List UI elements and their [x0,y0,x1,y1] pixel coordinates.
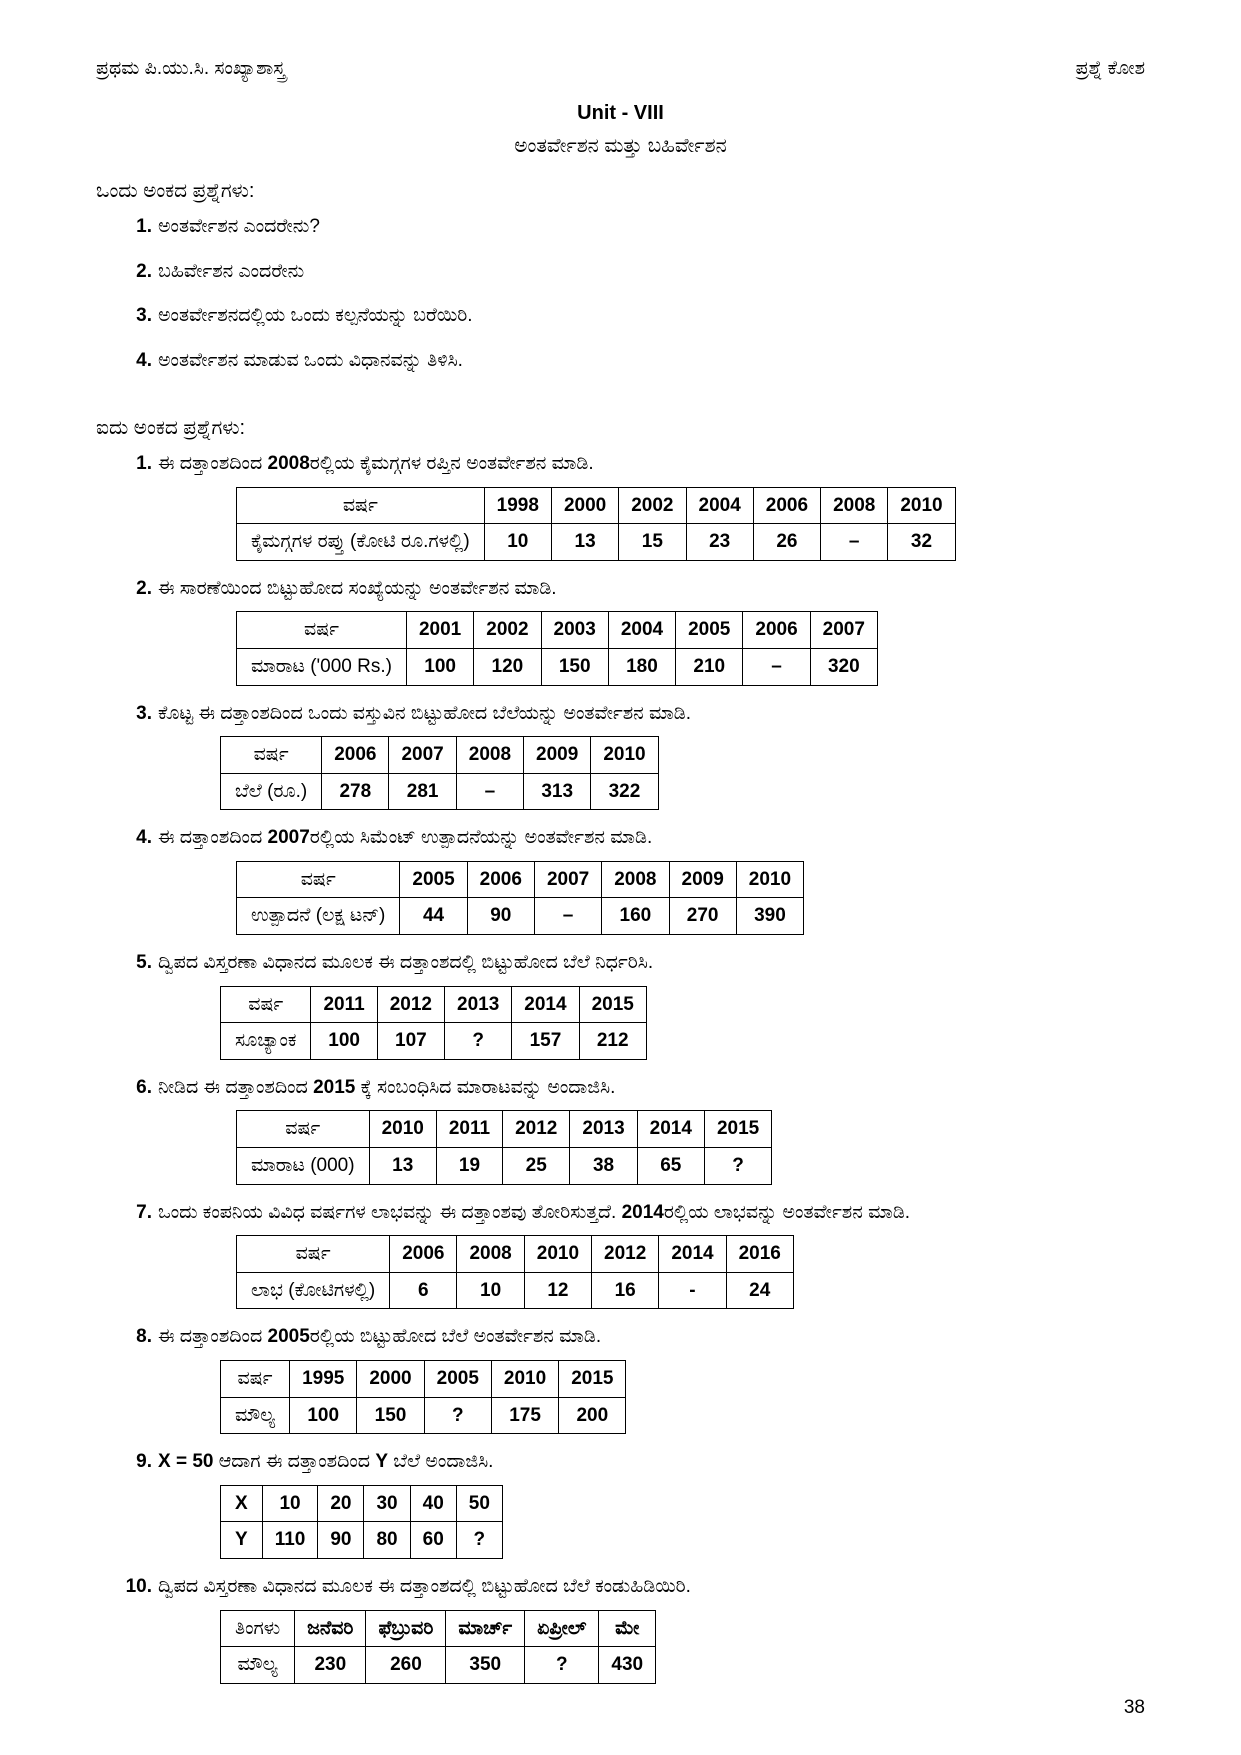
row-label: ಉತ್ಪಾದನೆ (ಲಕ್ಷ ಟನ್) [237,898,400,935]
data-table [220,1360,626,1434]
data-table-wrapper [220,736,1145,810]
table-cell: 32 [888,524,955,561]
table-cell: 230 [295,1647,366,1684]
table-cell: 212 [579,1023,646,1060]
table-cell: 90 [467,898,534,935]
row-label: ವರ್ಷ [221,737,322,774]
header-right-text: ಪ್ರಶ್ನೆ ಕೋಶ [1075,58,1145,79]
table-row [237,898,804,935]
list-item [158,1074,1145,1185]
table-cell: 26 [753,524,820,561]
question-text: ಅಂತರ್ವೇಶನ ಎಂದರೇನು? [158,216,320,237]
data-table [220,986,647,1060]
table-row [221,737,659,774]
table-cell: 270 [669,898,736,935]
table-cell: ? [704,1148,771,1185]
data-table-wrapper [236,1235,1145,1309]
table-cell: 1998 [484,487,551,524]
data-table [236,611,878,685]
table-cell: 2004 [608,612,675,649]
row-label: ವರ್ಷ [237,1236,390,1273]
table-cell: ? [445,1023,512,1060]
table-cell: 2000 [551,487,618,524]
question-text: ಅಂತರ್ವೇಶನ ಮಾಡುವ ಒಂದು ವಿಧಾನವನ್ನು ತಿಳಿಸಿ. [158,349,463,371]
table-cell: 40 [410,1485,456,1522]
question-text: ದ್ವಿಪದ ವಿಸ್ತರಣಾ ವಿಧಾನದ ಮೂಲಕ ಈ ದತ್ತಾಂಶದಲ್ಲಿ ಬಿಟ್ಟುಹೋದ ಬೆಲೆ ನಿರ್ಧರಿಸಿ. [158,952,654,974]
row-label: ವರ್ಷ [237,1111,370,1148]
table-cell: 15 [619,524,686,561]
table-cell: 13 [369,1148,436,1185]
header-left-text: ಪ್ರಥಮ ಪಿ.ಯು.ಸಿ. ಸಂಖ್ಯಾಶಾಸ್ತ್ರ [96,58,286,79]
table-cell: 2006 [743,612,810,649]
table-cell: 38 [570,1148,637,1185]
list-item [158,302,1145,331]
data-table [220,1610,656,1684]
table-cell: 65 [637,1148,704,1185]
table-row [221,1360,626,1397]
question-text: ಈ ದತ್ತಾಂಶದಿಂದ 2007ರಲ್ಲಿಯ ಸಿಮೆಂಟ್ ಉತ್ಪಾದನೆಯನ್ನು ಅಂತರ್ವೇಶನ ಮಾಡಿ. [158,827,653,849]
table-cell: 210 [676,648,743,685]
table-cell: 2009 [524,737,591,774]
table-cell: 2005 [400,861,467,898]
list-item [158,347,1145,376]
table-cell: 100 [311,1023,377,1060]
table-cell: ಮೇ [599,1610,656,1647]
unit-subtitle: ಅಂತರ್ವೇಶನ ಮತ್ತು ಬಹಿರ್ವೇಶನ [514,135,727,157]
question-text: ಕೊಟ್ಟ ಈ ದತ್ತಾಂಶದಿಂದ ಒಂದು ವಸ್ತುವಿನ ಬಿಟ್ಟುಹೋದ ಬೆಲೆಯನ್ನು ಅಂತರ್ವೇಶನ ಮಾಡಿ. [158,702,692,724]
five-mark-section-heading: ಐದು ಅಂಕದ ಪ್ರಶ್ನೆಗಳು: [96,417,246,439]
page-header [96,58,1145,80]
data-table-wrapper [220,1610,1145,1684]
table-cell: 430 [599,1647,656,1684]
list-item [158,258,1145,287]
question-text: X = 50 ಆದಾಗ ಈ ದತ್ತಾಂಶದಿಂದ Y ಬೆಲೆ ಅಂದಾಜಿಸಿ. [158,1451,494,1473]
table-cell: 2011 [436,1111,502,1148]
table-cell: 2003 [541,612,608,649]
table-cell: 2012 [503,1111,570,1148]
table-cell: 2007 [810,612,877,649]
list-item [158,213,1145,242]
table-cell: 2007 [534,861,601,898]
table-cell: 2008 [457,1236,524,1273]
table-cell: 2010 [524,1236,591,1273]
table-cell: 180 [608,648,675,685]
table-cell: 24 [726,1272,793,1309]
table-cell: 2006 [753,487,820,524]
table-cell: 260 [366,1647,446,1684]
table-cell: 2010 [491,1360,558,1397]
table-cell: 60 [410,1522,456,1559]
table-cell: 107 [377,1023,444,1060]
table-cell: 2008 [602,861,669,898]
table-row [237,1148,772,1185]
table-cell: – [743,648,810,685]
table-cell: 2008 [821,487,888,524]
row-label: ವರ್ಷ [237,487,485,524]
table-cell: - [659,1272,726,1309]
list-item [158,824,1145,935]
row-label: ಮಾರಾಟ (000) [237,1148,370,1185]
table-row [221,1485,503,1522]
row-label: ವರ್ಷ [221,1360,290,1397]
table-cell: 2005 [676,612,743,649]
table-cell: 16 [592,1272,659,1309]
table-cell: ? [424,1397,491,1434]
list-item [158,1323,1145,1434]
table-cell: 2010 [591,737,658,774]
data-table [236,861,804,935]
data-table-wrapper [220,1360,1145,1434]
list-item [158,949,1145,1060]
unit-title: Unit - VIII [577,102,664,124]
data-table-wrapper [236,861,1145,935]
list-item [158,700,1145,811]
data-table [220,736,659,810]
table-cell: 2012 [592,1236,659,1273]
row-label: ವರ್ಷ [221,986,311,1023]
list-item [158,1573,1145,1684]
table-cell: – [456,773,523,810]
table-row [221,1610,656,1647]
table-cell: 2002 [474,612,541,649]
table-row [221,1522,503,1559]
one-mark-section-heading: ಒಂದು ಅಂಕದ ಪ್ರಶ್ನೆಗಳು: [96,180,255,202]
row-label: ಸೂಚ್ಯಾಂಕ [221,1023,311,1060]
table-cell: 2001 [406,612,473,649]
table-cell: 350 [446,1647,525,1684]
table-cell: 160 [602,898,669,935]
table-cell: 12 [524,1272,591,1309]
table-cell: 23 [686,524,753,561]
table-cell: 175 [491,1397,558,1434]
table-cell: ? [525,1647,599,1684]
table-cell: 2006 [467,861,534,898]
table-row [237,648,878,685]
table-cell: 278 [322,773,389,810]
table-row [221,986,647,1023]
table-cell: ? [456,1522,502,1559]
table-row [221,773,659,810]
table-cell: 320 [810,648,877,685]
table-cell: 157 [512,1023,579,1060]
table-row [237,1111,772,1148]
question-text: ನೀಡಿದ ಈ ದತ್ತಾಂಶದಿಂದ 2015 ಕ್ಕೆ ಸಂಬಂಧಿಸಿದ ಮಾರಾಟವನ್ನು ಅಂದಾಜಿಸಿ. [158,1076,616,1098]
table-cell: 2010 [736,861,803,898]
table-cell: 200 [559,1397,626,1434]
list-item [158,450,1145,561]
table-cell: 100 [406,648,473,685]
data-table-wrapper [236,1110,1145,1184]
row-label: ಮೌಲ್ಯ [221,1647,295,1684]
table-cell: 10 [484,524,551,561]
list-item [158,575,1145,686]
table-cell: 2015 [559,1360,626,1397]
row-label: ವರ್ಷ [237,612,407,649]
table-row [237,1272,794,1309]
table-cell: 30 [364,1485,410,1522]
table-cell: 2004 [686,487,753,524]
question-text: ಈ ದತ್ತಾಂಶದಿಂದ 2008ರಲ್ಲಿಯ ಕೈಮಗ್ಗಗಳ ರಪ್ತಿನ ಅಂತರ್ವೇಶನ ಮಾಡಿ. [158,453,594,474]
table-cell: ಏಪ್ರೀಲ್ [525,1610,599,1647]
table-cell: 110 [262,1522,318,1559]
table-cell: 2014 [659,1236,726,1273]
table-cell: 1995 [290,1360,357,1397]
data-table-wrapper [220,1485,1145,1559]
table-cell: 313 [524,773,591,810]
table-cell: 44 [400,898,467,935]
one-mark-question-list [96,213,1145,375]
table-cell: 2015 [579,986,646,1023]
data-table [236,487,956,561]
row-label: ಮಾರಾಟ ('000 Rs.) [237,648,407,685]
table-cell: 2006 [390,1236,457,1273]
table-cell: 2011 [311,986,377,1023]
question-text: ಬಹಿರ್ವೇಶನ ಎಂದರೇನು [158,260,305,282]
table-cell: – [821,524,888,561]
table-cell: 2006 [322,737,389,774]
page-number: 38 [1123,1697,1145,1718]
list-item [158,1448,1145,1559]
table-cell: 322 [591,773,658,810]
data-table-wrapper [236,611,1145,685]
table-cell: 6 [390,1272,457,1309]
table-cell: 2014 [512,986,579,1023]
table-cell: ಜನೆವರಿ [295,1610,366,1647]
table-cell: 80 [364,1522,410,1559]
table-row [237,487,956,524]
table-cell: 90 [318,1522,364,1559]
question-text: ಅಂತರ್ವೇಶನದಲ್ಲಿಯ ಒಂದು ಕಲ್ಪನೆಯನ್ನು ಬರೆಯಿರಿ. [158,305,473,326]
row-label: X [221,1485,263,1522]
data-table [236,1110,772,1184]
table-row [221,1397,626,1434]
question-text: ಒಂದು ಕಂಪನಿಯ ವಿವಿಧ ವರ್ಷಗಳ ಲಾಭವನ್ನು ಈ ದತ್ತಾಂಶವು ತೋರಿಸುತ್ತದೆ. 2014ರಲ್ಲಿಯ ಲಾಭವನ್ನು ಅಂತರ್ವೇಶನ ಮಾಡಿ. [158,1201,911,1223]
table-cell: 2002 [619,487,686,524]
table-row [221,1647,656,1684]
table-cell: 2015 [704,1111,771,1148]
row-label: ವರ್ಷ [237,861,400,898]
table-cell: 2010 [369,1111,436,1148]
table-row [237,1236,794,1273]
table-cell: 150 [357,1397,424,1434]
table-cell: 13 [551,524,618,561]
table-cell: 100 [290,1397,357,1434]
row-label: ಕೈಮಗ್ಗಗಳ ರಪ್ತು (ಕೋಟಿ ರೂ.ಗಳಲ್ಲಿ) [237,524,485,561]
table-cell: 2007 [389,737,456,774]
table-cell: 10 [262,1485,318,1522]
table-cell: 2013 [445,986,512,1023]
data-table [236,1235,794,1309]
table-row [237,861,804,898]
table-cell: 19 [436,1148,502,1185]
table-cell: ಫೆಬ್ರುವರಿ [366,1610,446,1647]
row-label: ಮೌಲ್ಯ [221,1397,290,1434]
data-table-wrapper [236,487,1145,561]
row-label: ಲಾಭ (ಕೋಟಿಗಳಲ್ಲಿ) [237,1272,390,1309]
table-cell: 2009 [669,861,736,898]
table-cell: 50 [456,1485,502,1522]
table-cell: 390 [736,898,803,935]
table-cell: 2010 [888,487,955,524]
row-label: ತಿಂಗಳು [221,1610,295,1647]
table-cell: 20 [318,1485,364,1522]
table-cell: 2008 [456,737,523,774]
question-text: ಈ ಸಾರಣೆಯಿಂದ ಬಿಟ್ಟುಹೋದ ಸಂಖ್ಯೆಯನ್ನು ಅಂತರ್ವೇಶನ ಮಾಡಿ. [158,577,557,599]
table-cell: 2012 [377,986,444,1023]
table-cell: 2013 [570,1111,637,1148]
table-cell: 2016 [726,1236,793,1273]
table-cell: 10 [457,1272,524,1309]
row-label: Y [221,1522,263,1559]
table-row [221,1023,647,1060]
table-cell: 25 [503,1148,570,1185]
table-cell: 2014 [637,1111,704,1148]
question-text: ದ್ವಿಪದ ವಿಸ್ತರಣಾ ವಿಧಾನದ ಮೂಲಕ ಈ ದತ್ತಾಂಶದಲ್ಲಿ ಬಿಟ್ಟುಹೋದ ಬೆಲೆ ಕಂಡುಹಿಡಿಯಿರಿ. [158,1576,691,1598]
table-row [237,524,956,561]
table-cell: 2000 [357,1360,424,1397]
row-label: ಬೆಲೆ (ರೂ.) [221,773,322,810]
list-item [158,1199,1145,1310]
table-cell: 150 [541,648,608,685]
data-table-wrapper [220,986,1145,1060]
table-cell: 281 [389,773,456,810]
five-mark-question-list [96,450,1145,1684]
data-table [220,1485,503,1559]
table-row [237,612,878,649]
question-text: ಈ ದತ್ತಾಂಶದಿಂದ 2005ರಲ್ಲಿಯ ಬಿಟ್ಟುಹೋದ ಬೆಲೆ ಅಂತರ್ವೇಶನ ಮಾಡಿ. [158,1326,602,1348]
table-cell: ಮಾರ್ಚ್ [446,1610,525,1647]
table-cell: 120 [474,648,541,685]
table-cell: – [534,898,601,935]
table-cell: 2005 [424,1360,491,1397]
